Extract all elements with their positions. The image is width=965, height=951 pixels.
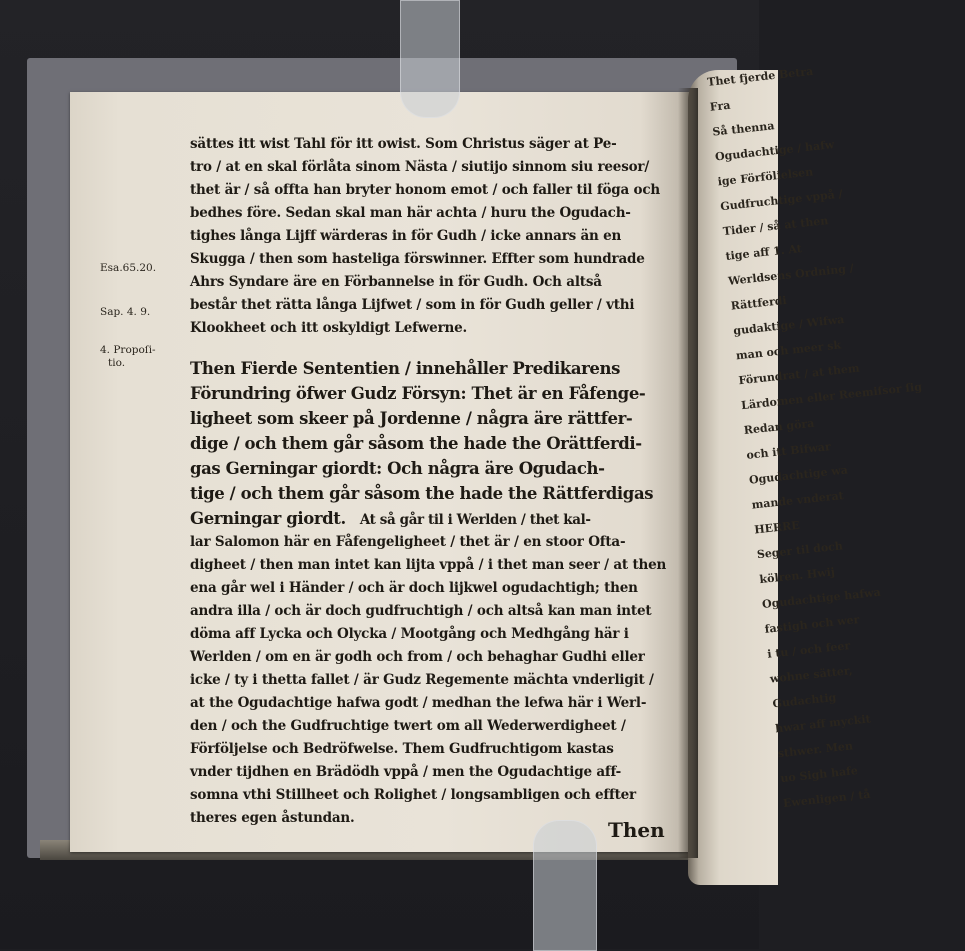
text-line: dige / och them går såsom the hade the Orättferdi-	[190, 434, 642, 453]
right-page-line: Fra	[709, 98, 732, 114]
text-line: Ahrs Syndare äre en Förbannelse in för Gudh. Och altså	[190, 274, 602, 290]
text-line: tighes långa Lijff wärderas in för Gudh / icke annars än en	[190, 228, 622, 244]
right-page-line: Ogudachtige hafwa	[761, 585, 882, 612]
body-paragraph	[190, 531, 670, 830]
section-heading-paragraph	[190, 356, 670, 531]
right-page	[688, 64, 923, 885]
text-line: lar Salomon här en Fåfengeligheet / thet är / en stoor Ofta-	[190, 534, 626, 550]
right-page-line: fastigh och wer	[764, 613, 860, 636]
text-line: består thet rätta långa Lijfwet / som in för Gudh geller / vthi	[190, 297, 635, 313]
right-page-line: Ogudachtige / hafw	[714, 138, 835, 164]
book-gutter	[678, 88, 698, 858]
text-line: Skugga / then som hasteliga förswinner. Effter som hundrade	[190, 251, 645, 267]
bottom-page-clip	[533, 820, 597, 951]
margin-proposition-line-1: 4. Propoſi-	[100, 344, 156, 356]
text-line: bedhes före. Sedan skal man här achta / huru the Ogudach-	[190, 205, 631, 221]
text-line: ena går wel i Händer / och är doch lijkwel ogudachtigh; then	[190, 580, 638, 596]
right-page-line: Thet fjerde Betra	[706, 64, 814, 89]
right-page-line: Ogudachtige wa	[748, 463, 849, 487]
right-page-line: kölren. Hwij	[758, 565, 836, 587]
top-page-clip	[400, 0, 460, 118]
body-first-line: At så går til i Werlden / thet kal-	[359, 512, 591, 528]
catchword: Then	[608, 818, 665, 842]
text-line: Werlden / om en är godh och from / och behaghar Gudhi eller	[190, 649, 645, 665]
right-page-line: och itt Bifwar	[745, 440, 832, 462]
text-line: vnder tijdhen en Brädödh vppå / men the Ogudachtige aff-	[190, 764, 622, 780]
right-page-line: gudaktige / Wifwa	[732, 312, 845, 338]
right-page-line: sthwer. Men	[777, 739, 854, 761]
text-line: tige / och them går såsom the hade the Rättferdigas	[190, 484, 654, 503]
right-page-line: Gudfruchtige vppå /	[719, 187, 844, 214]
text-line: icke / ty i thetta fallet / är Gudz Regemente mächta vnderligit /	[190, 672, 654, 688]
text-line	[190, 506, 670, 531]
right-page-line: ige Förfölielsen	[717, 165, 814, 189]
text-line: somna vthi Stillheet och Rolighet / longsambligen och effter	[190, 787, 636, 803]
right-page-line: Werldsens Ordning /	[727, 261, 855, 288]
text-line: andra illa / och är doch gudfruchtigh / och altså kan man intet	[190, 603, 652, 619]
text-line: at the Ogudachtige hafwa godt / medhan the lefwa här i Werl-	[190, 695, 647, 711]
right-page-line: mande vnderat	[751, 488, 845, 512]
margin-reference-sapientia: Sap. 4. 9.	[100, 306, 151, 318]
opening-paragraph	[190, 133, 670, 340]
right-page-line: Lärdomen eller Reemiſsor ſig	[740, 380, 923, 413]
heading-last-line: Gerningar giordt.	[190, 509, 346, 528]
right-page-line: Ewenligen / tå	[782, 787, 872, 810]
right-page-line: Så thenna	[711, 119, 775, 139]
text-line: döma aff Lycka och Olycka / Mootgång och Medhgång här i	[190, 626, 629, 642]
text-line: tro / at en skal förlåta sinom Nästa / siutijo sinnom siu reesor/	[190, 159, 650, 175]
right-page-line: man och meer sk	[735, 338, 842, 363]
text-line: gas Gerningar giordt: Och några äre Ogudach-	[190, 459, 605, 478]
margin-reference-esaias: Esa.65.20.	[100, 262, 157, 274]
right-page-line: Seger til doch	[756, 539, 844, 562]
text-line: Then Fierde Sententien / innehåller Predikarens	[190, 359, 621, 378]
text-line: theres egen åstundan.	[190, 810, 355, 826]
text-line: Förföljelse och Bedröfwelse. Them Gudfruchtigom kastas	[190, 741, 614, 757]
right-page-line: Förundrat / at them	[737, 361, 861, 388]
right-page-text	[706, 62, 923, 816]
text-line: sättes itt wist Tahl för itt owist. Som Christus säger at Pe-	[190, 136, 617, 152]
text-line: Klookheet och itt oskyldigt Lefwerne.	[190, 320, 467, 336]
margin-proposition-label	[100, 344, 190, 370]
right-page-line: i tu / och feer	[766, 639, 851, 661]
right-page-line: Gudachtig	[771, 690, 837, 711]
right-page-line: tige aff 1. At	[724, 242, 803, 263]
text-line: den / och the Gudfruchtige twert om all Wederwerdigheet /	[190, 718, 626, 734]
text-line: Förundring öfwer Gudz Försyn: Thet är en Fåfenge-	[190, 384, 646, 403]
right-page-line: HERRE	[753, 518, 801, 537]
right-page-line: Tider / så at then	[722, 214, 829, 239]
right-page-line: uo Sigh hafe	[779, 764, 859, 786]
text-line: ligheet som skeer på Jordenne / några äre rättfer-	[190, 409, 633, 428]
right-page-line: Rättferdi	[730, 293, 788, 313]
right-page-line: wohne sätter,	[769, 664, 854, 686]
right-page-line: hwar aff myckit	[774, 712, 872, 736]
margin-proposition-line-2: tio.	[108, 357, 126, 369]
text-line: digheet / then man intet kan lijta vppå / i thet man seer / at then	[190, 557, 667, 573]
right-page-line: Redan göra	[743, 416, 815, 437]
main-text-block	[190, 133, 670, 830]
text-line: thet är / så offta han bryter honom emot / och faller til föga och	[190, 182, 660, 198]
